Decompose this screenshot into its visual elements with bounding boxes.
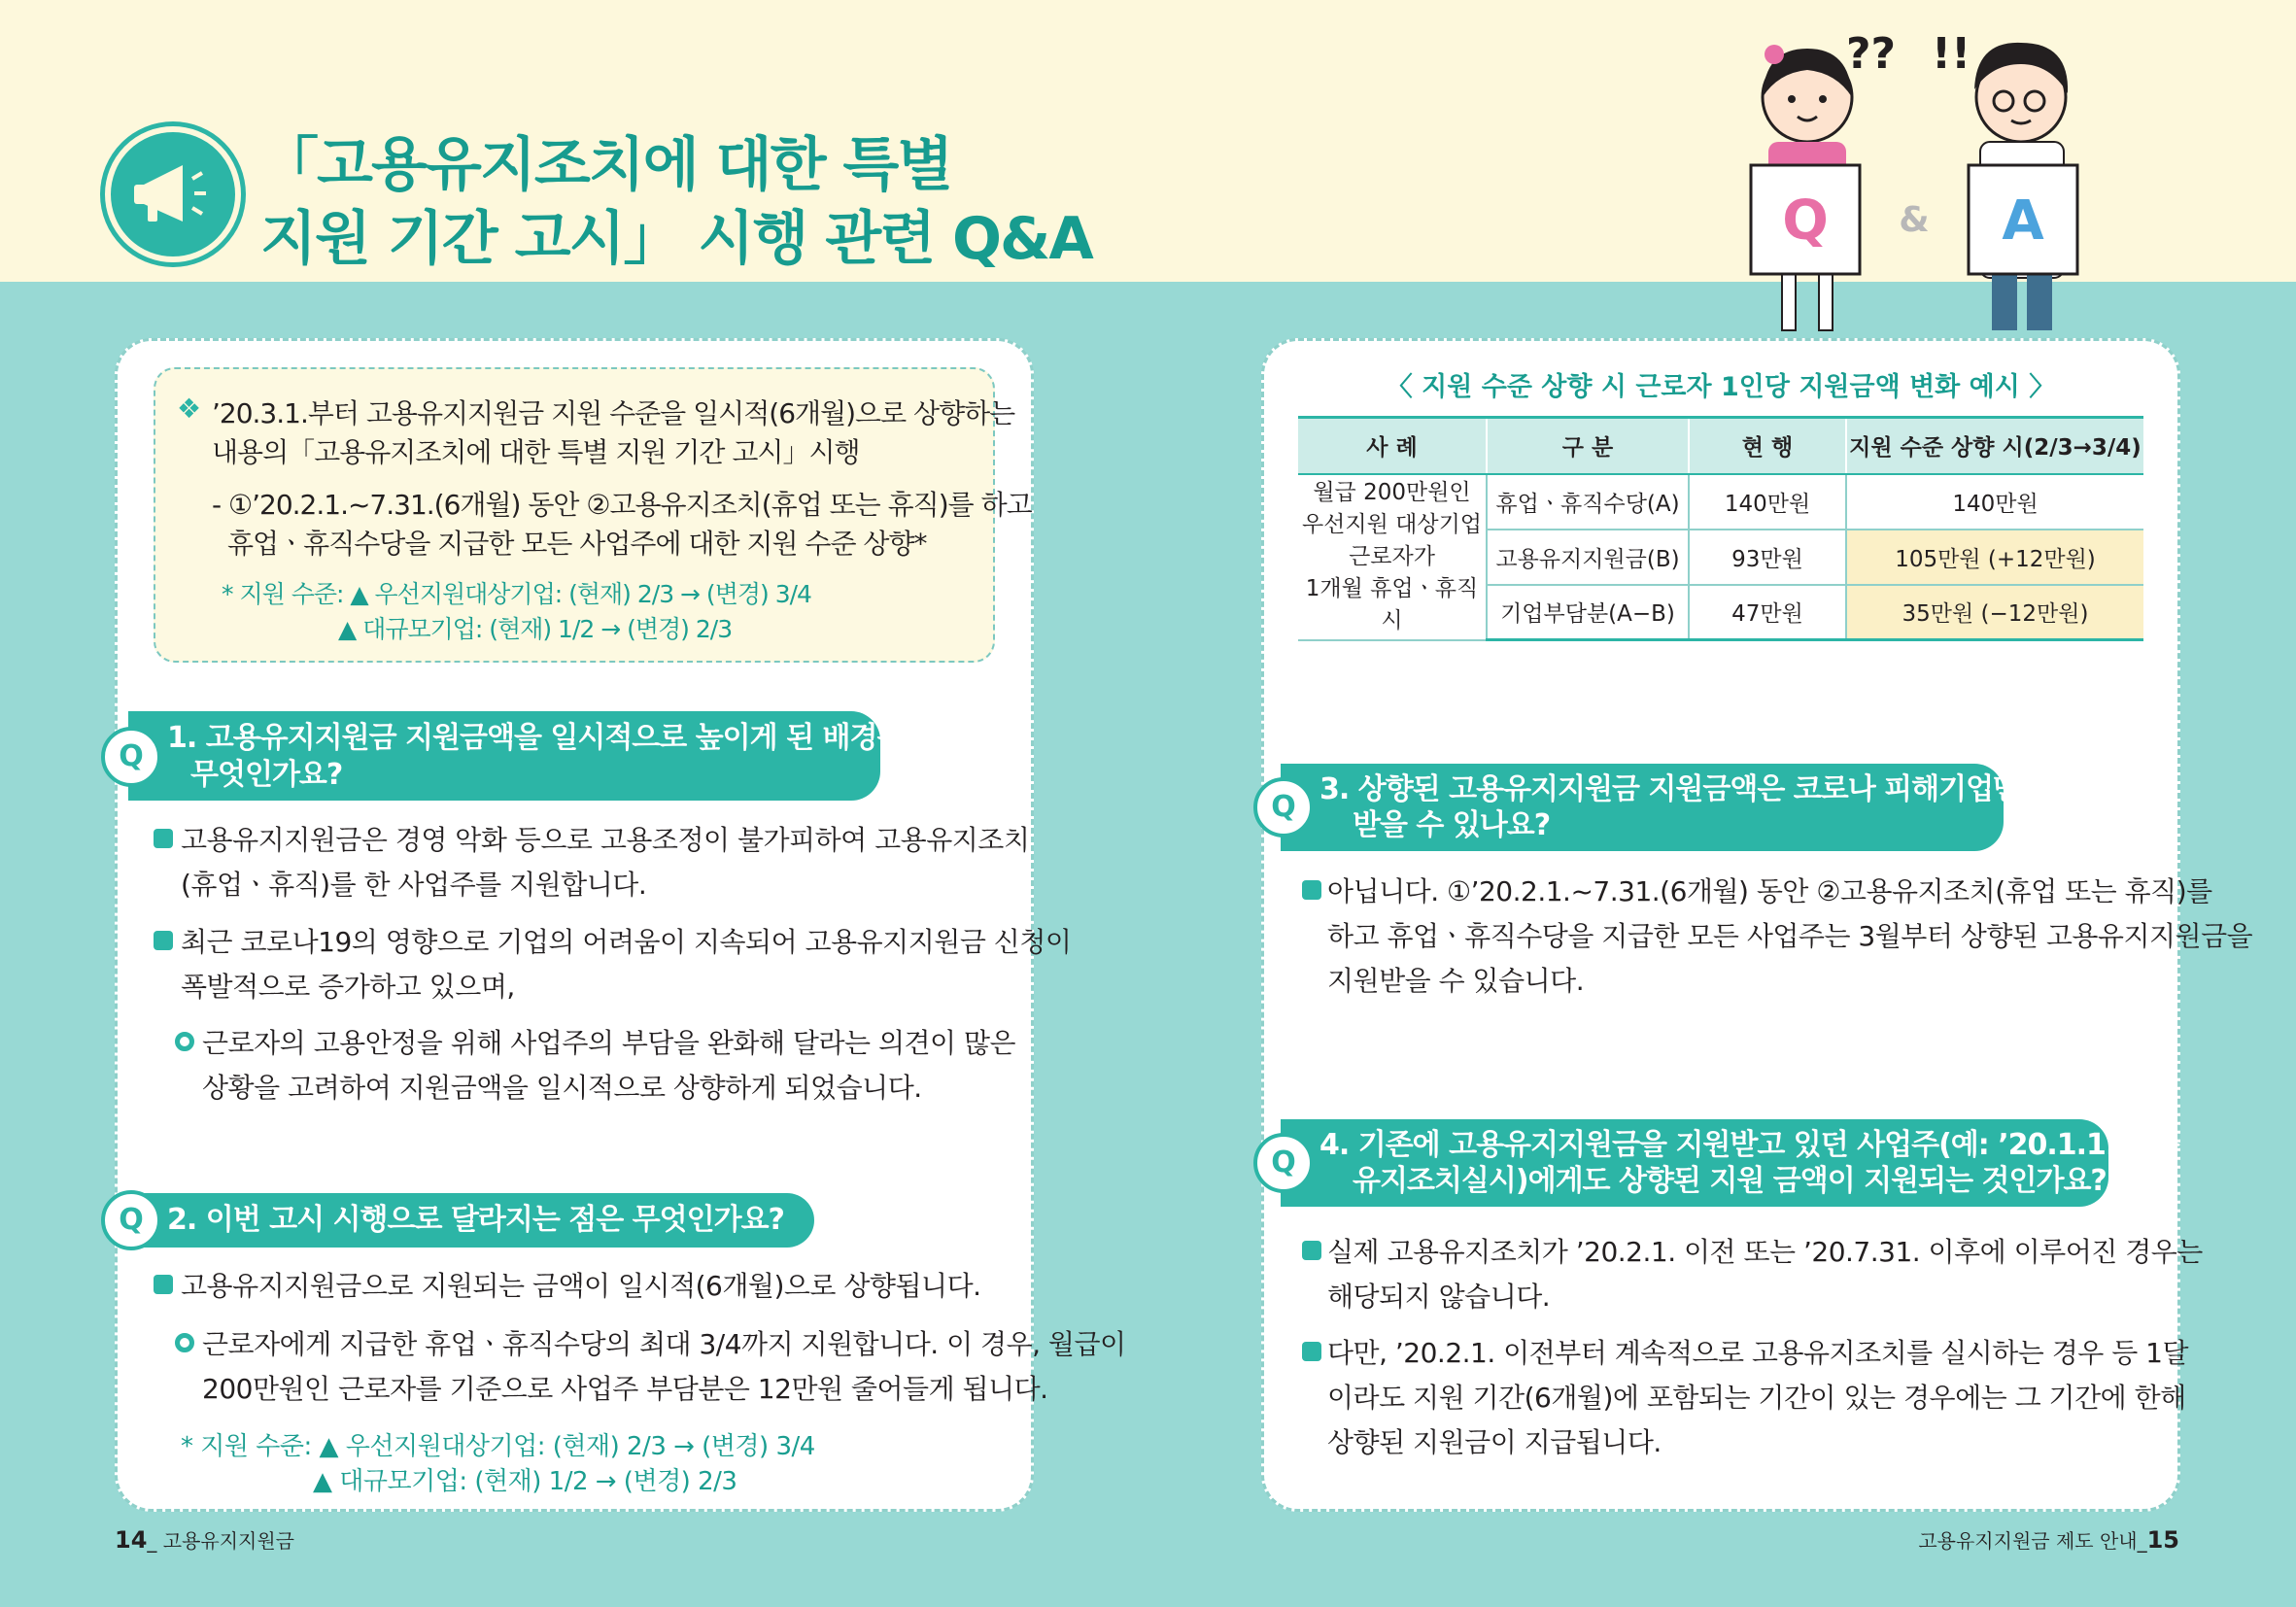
table-header-category: 구 분	[1487, 418, 1689, 474]
q2-para2-line1: 근로자에게 지급한 휴업ㆍ휴직수당의 최대 3/4까지 지원합니다. 이 경우, 월급이	[202, 1328, 1126, 1360]
table-cell: 휴업ㆍ휴직수당(A)	[1487, 474, 1689, 530]
square-bullet-icon	[1302, 1241, 1321, 1260]
qa-characters-illustration	[1730, 19, 2099, 350]
table-header-current: 현 행	[1689, 418, 1846, 474]
q3-para1-line1: 아닙니다. ①’20.2.1.~7.31.(6개월) 동안 ②고용유지조치(휴업 또는 휴직)를	[1327, 875, 2212, 907]
q1-para3-line1: 근로자의 고용안정을 위해 사업주의 부담을 완화해 달라는 의견이 많은	[202, 1027, 1016, 1059]
q4-para2-line1: 다만, ’20.2.1. 이전부터 계속적으로 고용유지조치를 실시하는 경우 등 1달	[1327, 1337, 2189, 1369]
table-cell: 기업부담분(A−B)	[1487, 585, 1689, 640]
table-cell: 47만원	[1689, 585, 1846, 640]
q4-para1-line2: 해당되지 않습니다.	[1327, 1281, 1551, 1313]
intro-note2: ▲ 대규모기업: (현재) 1/2 → (변경) 2/3	[338, 615, 733, 643]
square-bullet-icon	[1302, 880, 1321, 900]
intro-note1: * 지원 수준: ▲ 우선지원대상기업: (현재) 2/3 → (변경) 3/4	[222, 580, 811, 608]
page-number-left: 14	[115, 1526, 148, 1554]
footer-right-label: 고용유지지원금 제도 안내_	[1918, 1529, 2147, 1553]
footer-left-label: _ 고용유지지원금	[147, 1529, 295, 1553]
q2-title: 2. 이번 고시 시행으로 달라지는 점은 무엇인가요?	[167, 1203, 784, 1237]
ring-bullet-icon	[175, 1333, 194, 1352]
a-board-label: A	[2002, 189, 2044, 253]
q4-para2-line3: 상향된 지원금이 지급됩니다.	[1327, 1426, 1662, 1458]
amp-label: &	[1899, 200, 1930, 240]
square-bullet-icon	[154, 931, 173, 950]
ring-bullet-icon	[175, 1032, 194, 1051]
table-header-case: 사 례	[1298, 418, 1487, 474]
intro-line3: - ①’20.2.1.~7.31.(6개월) 동안 ②고용유지조치(휴업 또는 휴직)를 하고	[212, 489, 1032, 521]
q3-badge: Q	[1253, 777, 1314, 838]
intro-line4: 휴업ㆍ휴직수당을 지급한 모든 사업주에 대한 지원 수준 상향*	[227, 528, 927, 560]
table-cell: 140만원	[1689, 474, 1846, 530]
case-line: 월급 200만원인	[1313, 479, 1471, 505]
q-board-label: Q	[1782, 189, 1829, 253]
support-amount-table	[1298, 416, 2143, 641]
q2-note2: ▲ 대규모기업: (현재) 1/2 → (변경) 2/3	[313, 1467, 737, 1496]
q2-badge: Q	[101, 1190, 161, 1250]
table-case-cell	[1298, 474, 1487, 640]
q2-banner	[128, 1193, 814, 1248]
megaphone-icon	[105, 126, 241, 262]
q2-note1: * 지원 수준: ▲ 우선지원대상기업: (현재) 2/3 → (변경) 3/4	[181, 1432, 815, 1461]
table-cell: 140만원	[1846, 474, 2143, 530]
diamond-bullet-icon: ❖	[177, 393, 201, 425]
exclamation-marks: !!	[1932, 29, 1971, 79]
table-header-raised: 지원 수준 상향 시(2/3→3/4)	[1846, 418, 2143, 474]
q4-badge: Q	[1253, 1133, 1314, 1193]
case-line: 1개월 휴업ㆍ휴직시	[1305, 575, 1479, 633]
case-line: 근로자가	[1349, 543, 1435, 569]
q4-banner	[1281, 1119, 2179, 1207]
page-title-line1: 「고용유지조치에 대한 특별	[260, 131, 952, 199]
q3-para1-line3: 지원받을 수 있습니다.	[1327, 965, 1585, 997]
intro-line1: ’20.3.1.부터 고용유지지원금 지원 수준을 일시적(6개월)으로 상향하는	[212, 397, 1015, 429]
q1-banner	[128, 711, 905, 801]
question-marks: ??	[1846, 29, 1897, 79]
q1-para2-line2: 폭발적으로 증가하고 있으며,	[181, 971, 515, 1003]
intro-line2: 내용의「고용유지조치에 대한 특별 지원 기간 고시」시행	[212, 436, 860, 468]
q3-banner	[1281, 764, 2021, 851]
table-header-row	[1298, 418, 2143, 474]
q1-para1-line2: (휴업ㆍ휴직)를 한 사업주를 지원합니다.	[181, 869, 647, 901]
q1-para1-line1: 고용유지지원금은 경영 악화 등으로 고용조정이 불가피하여 고용유지조치	[181, 824, 1030, 856]
q1-para2-line1: 최근 코로나19의 영향으로 기업의 어려움이 지속되어 고용유지지원금 신청이	[181, 926, 1072, 958]
q1-title-line2: 무엇인가요?	[190, 758, 343, 792]
q2-para1: 고용유지지원금으로 지원되는 금액이 일시적(6개월)으로 상향됩니다.	[181, 1270, 981, 1302]
page-number-right: 15	[2146, 1526, 2179, 1554]
square-bullet-icon	[154, 829, 173, 848]
q1-title-line1: 1. 고용유지지원금 지원금액을 일시적으로 높이게 된 배경은	[167, 721, 905, 755]
q1-badge: Q	[101, 727, 161, 787]
intro-box	[154, 367, 1032, 663]
q4-para1-line1: 실제 고용유지조치가 ’20.2.1. 이전 또는 ’20.7.31. 이후에 이루어진 경우는	[1327, 1236, 2203, 1268]
case-line: 우선지원 대상기업	[1301, 511, 1483, 537]
q3-title-line1: 3. 상향된 고용유지지원금 지원금액은 코로나 피해기업만	[1319, 772, 2021, 806]
table-cell: 고용유지지원금(B)	[1487, 530, 1689, 585]
table-cell-highlight: 35만원 (−12만원)	[1846, 585, 2143, 640]
q3-para1-line2: 하고 휴업ㆍ휴직수당을 지급한 모든 사업주는 3월부터 상향된 고용유지지원금을	[1327, 920, 2253, 952]
table-cell: 93만원	[1689, 530, 1846, 585]
q4-para2-line2: 이라도 지원 기간(6개월)에 포함되는 기간이 있는 경우에는 그 기간에 한해	[1327, 1382, 2186, 1414]
table-cell-highlight: 105만원 (+12만원)	[1846, 530, 2143, 585]
footer-right	[1918, 1525, 2179, 1554]
square-bullet-icon	[154, 1275, 173, 1294]
q4-title-line1: 4. 기존에 고용유지지원금을 지원받고 있던 사업주(예: ’20.1.1. 고용	[1319, 1128, 2179, 1162]
square-bullet-icon	[1302, 1342, 1321, 1361]
q2-para2-line2: 200만원인 근로자를 기준으로 사업주 부담분은 12만원 줄어들게 됩니다.	[202, 1373, 1048, 1405]
table-row	[1298, 474, 2143, 530]
page-title-line2: 지원 기간 고시」 시행 관련 Q&A	[260, 205, 1092, 273]
table-title: 〈 지원 수준 상향 시 근로자 1인당 지원금액 변화 예시 〉	[1386, 372, 2056, 402]
q3-title-line2: 받을 수 있나요?	[1353, 808, 1551, 842]
footer-left	[115, 1525, 294, 1554]
q4-title-line2: 유지조치실시)에게도 상향된 지원 금액이 지원되는 것인가요?	[1353, 1164, 2107, 1198]
q1-para3-line2: 상황을 고려하여 지원금액을 일시적으로 상향하게 되었습니다.	[202, 1072, 922, 1104]
